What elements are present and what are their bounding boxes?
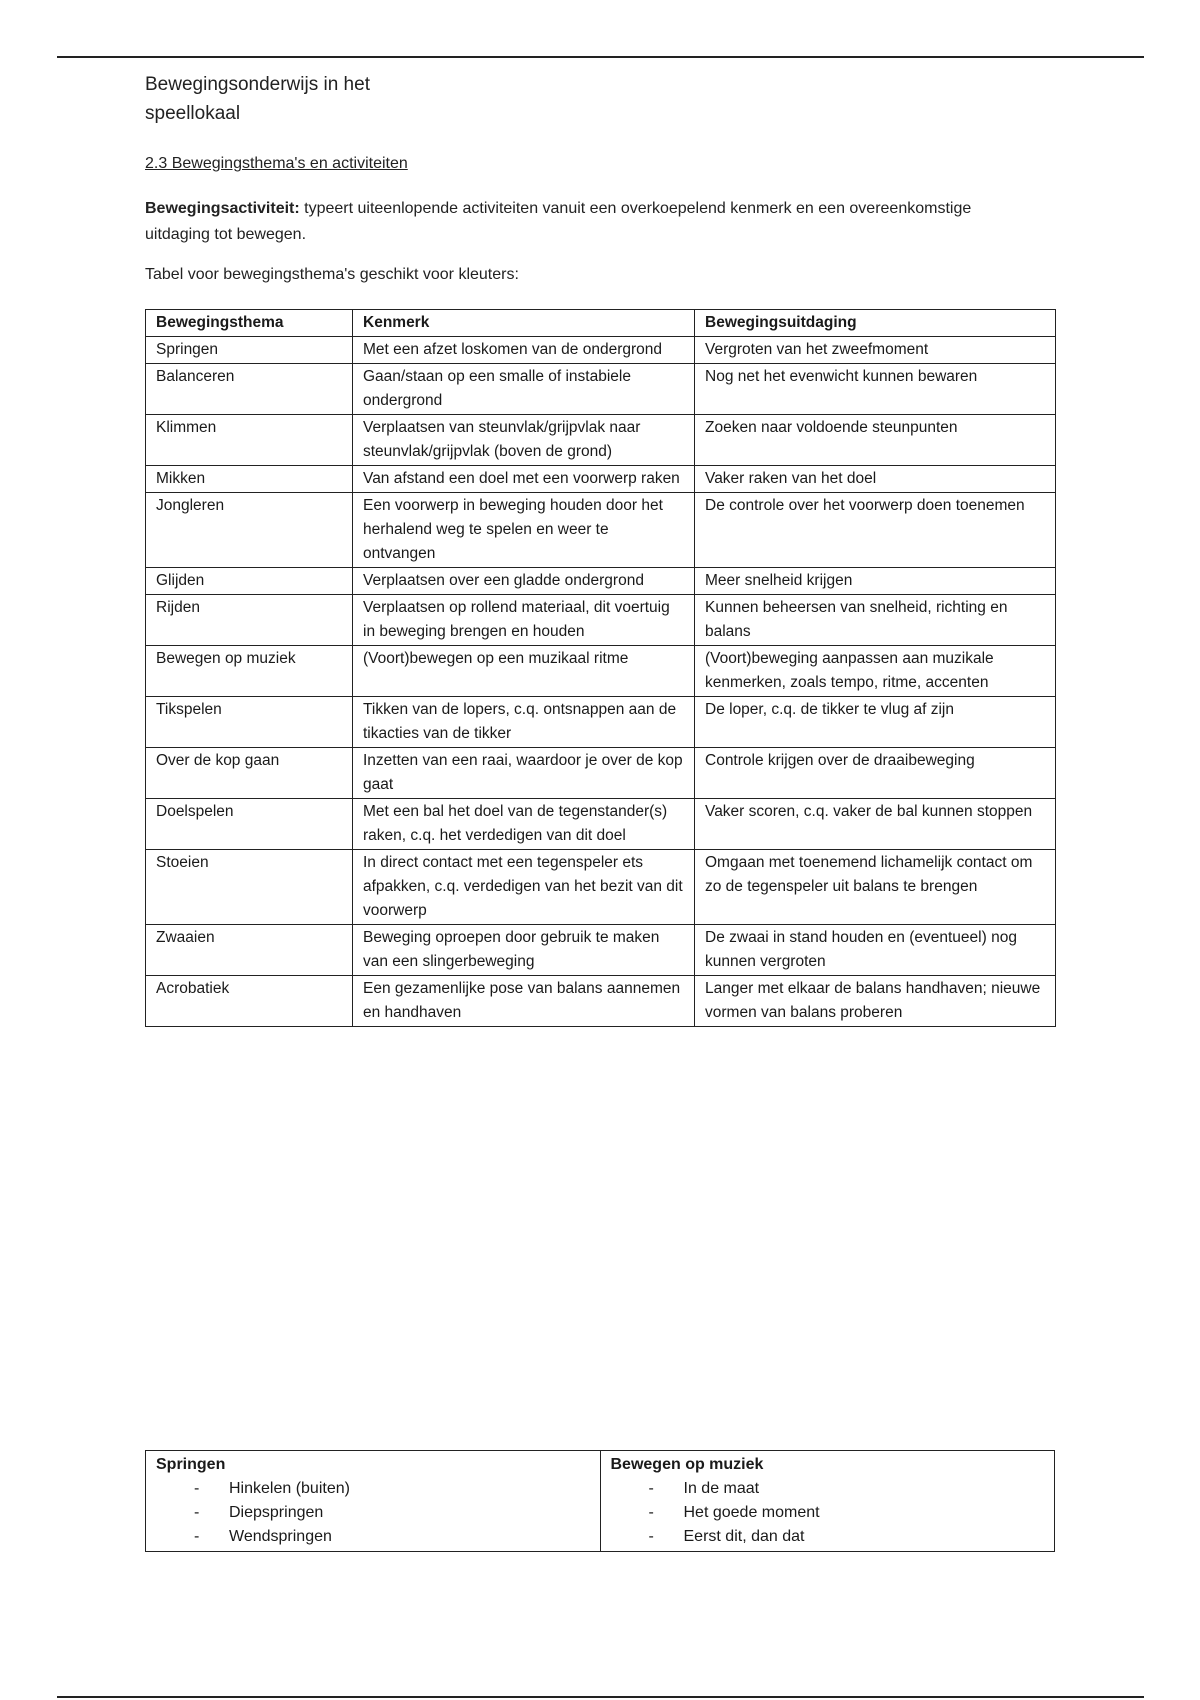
list-item: - Eerst dit, dan dat xyxy=(611,1525,1045,1549)
list-item: - Het goede moment xyxy=(611,1501,1045,1525)
section-heading: 2.3 Bewegingsthema's en activiteiten xyxy=(145,155,408,172)
table-row xyxy=(146,568,1056,595)
document-header xyxy=(145,70,445,128)
table-row xyxy=(146,466,1056,493)
table-intro: Tabel voor bewegingsthema's geschikt voor kleuters: xyxy=(145,266,519,283)
theme-cell: Balanceren xyxy=(146,364,353,415)
theme-cell: Bewegen op muziek xyxy=(146,646,353,697)
table-row xyxy=(146,697,1056,748)
examples-list xyxy=(156,1477,590,1549)
examples-row xyxy=(146,1451,1055,1552)
list-item: - Wendspringen xyxy=(156,1525,590,1549)
kenmerk-cell: Een voorwerp in beweging houden door het herhalend weg te spelen en weer te ontvangen xyxy=(353,493,695,568)
kenmerk-cell: Met een afzet loskomen van de ondergrond xyxy=(353,337,695,364)
uitdaging-cell: Meer snelheid krijgen xyxy=(695,568,1056,595)
uitdaging-cell: Nog net het evenwicht kunnen bewaren xyxy=(695,364,1056,415)
kenmerk-cell: Verplaatsen over een gladde ondergrond xyxy=(353,568,695,595)
examples-table xyxy=(145,1450,1055,1552)
kenmerk-cell: Van afstand een doel met een voorwerp raken xyxy=(353,466,695,493)
uitdaging-cell: De controle over het voorwerp doen toenemen xyxy=(695,493,1056,568)
definition-text: typeert uiteenlopende activiteiten vanuit een overkoepelend kenmerk en een overeenkomstige uitdaging tot bewegen. xyxy=(145,200,972,243)
kenmerk-cell: Met een bal het doel van de tegenstander(s) raken, c.q. het verdedigen van dit doel xyxy=(353,799,695,850)
uitdaging-cell: Langer met elkaar de balans handhaven; nieuwe vormen van balans proberen xyxy=(695,976,1056,1027)
table-row xyxy=(146,337,1056,364)
kenmerk-cell: Tikken van de lopers, c.q. ontsnappen aan de tikacties van de tikker xyxy=(353,697,695,748)
column-header: Bewegingsuitdaging xyxy=(695,310,1056,337)
examples-list xyxy=(611,1477,1045,1549)
table-row xyxy=(146,415,1056,466)
uitdaging-cell: Zoeken naar voldoende steunpunten xyxy=(695,415,1056,466)
kenmerk-cell: Inzetten van een raai, waardoor je over de kop gaat xyxy=(353,748,695,799)
kenmerk-cell: Beweging oproepen door gebruik te maken van een slingerbeweging xyxy=(353,925,695,976)
examples-cell-springen xyxy=(146,1451,601,1552)
uitdaging-cell: Vergroten van het zweefmoment xyxy=(695,337,1056,364)
theme-cell: Jongleren xyxy=(146,493,353,568)
table-row xyxy=(146,976,1056,1027)
header-title-line1: Bewegingsonderwijs in het xyxy=(145,74,370,95)
theme-cell: Klimmen xyxy=(146,415,353,466)
theme-cell: Over de kop gaan xyxy=(146,748,353,799)
uitdaging-cell: (Voort)beweging aanpassen aan muzikale kenmerken, zoals tempo, ritme, accenten xyxy=(695,646,1056,697)
kenmerk-cell: Verplaatsen op rollend materiaal, dit voertuig in beweging brengen en houden xyxy=(353,595,695,646)
table-row xyxy=(146,748,1056,799)
uitdaging-cell: De loper, c.q. de tikker te vlug af zijn xyxy=(695,697,1056,748)
kenmerk-cell: Gaan/staan op een smalle of instabiele ondergrond xyxy=(353,364,695,415)
uitdaging-cell: Controle krijgen over de draaibeweging xyxy=(695,748,1056,799)
table-row xyxy=(146,850,1056,925)
themes-table xyxy=(145,309,1056,1027)
uitdaging-cell: Vaker raken van het doel xyxy=(695,466,1056,493)
table-row xyxy=(146,364,1056,415)
uitdaging-cell: Vaker scoren, c.q. vaker de bal kunnen stoppen xyxy=(695,799,1056,850)
theme-cell: Doelspelen xyxy=(146,799,353,850)
table-row xyxy=(146,646,1056,697)
column-header: Kenmerk xyxy=(353,310,695,337)
kenmerk-cell: Verplaatsen van steunvlak/grijpvlak naar steunvlak/grijpvlak (boven de grond) xyxy=(353,415,695,466)
table-row xyxy=(146,799,1056,850)
theme-cell: Tikspelen xyxy=(146,697,353,748)
kenmerk-cell: In direct contact met een tegenspeler ets afpakken, c.q. verdedigen van het bezit van dit voorwerp xyxy=(353,850,695,925)
table-row xyxy=(146,493,1056,568)
list-item: - In de maat xyxy=(611,1477,1045,1501)
list-item: - Hinkelen (buiten) xyxy=(156,1477,590,1501)
examples-cell-bewegen-op-muziek xyxy=(600,1451,1055,1552)
table-row xyxy=(146,925,1056,976)
theme-cell: Springen xyxy=(146,337,353,364)
theme-cell: Stoeien xyxy=(146,850,353,925)
table-row xyxy=(146,595,1056,646)
header-rule xyxy=(57,56,1144,58)
examples-title: Springen xyxy=(156,1456,226,1473)
theme-cell: Glijden xyxy=(146,568,353,595)
kenmerk-cell: Een gezamenlijke pose van balans aannemen en handhaven xyxy=(353,976,695,1027)
theme-cell: Acrobatiek xyxy=(146,976,353,1027)
header-title-line2: speellokaal xyxy=(145,103,241,124)
theme-cell: Rijden xyxy=(146,595,353,646)
definition-paragraph xyxy=(145,196,1005,248)
footer-rule xyxy=(57,1696,1144,1698)
kenmerk-cell: (Voort)bewegen op een muzikaal ritme xyxy=(353,646,695,697)
table-header-row xyxy=(146,310,1056,337)
column-header: Bewegingsthema xyxy=(146,310,353,337)
theme-cell: Mikken xyxy=(146,466,353,493)
definition-term: Bewegingsactiviteit: xyxy=(145,200,300,217)
uitdaging-cell: Kunnen beheersen van snelheid, richting en balans xyxy=(695,595,1056,646)
theme-cell: Zwaaien xyxy=(146,925,353,976)
list-item: - Diepspringen xyxy=(156,1501,590,1525)
uitdaging-cell: De zwaai in stand houden en (eventueel) nog kunnen vergroten xyxy=(695,925,1056,976)
uitdaging-cell: Omgaan met toenemend lichamelijk contact om zo de tegenspeler uit balans te brengen xyxy=(695,850,1056,925)
examples-title: Bewegen op muziek xyxy=(610,1456,764,1473)
